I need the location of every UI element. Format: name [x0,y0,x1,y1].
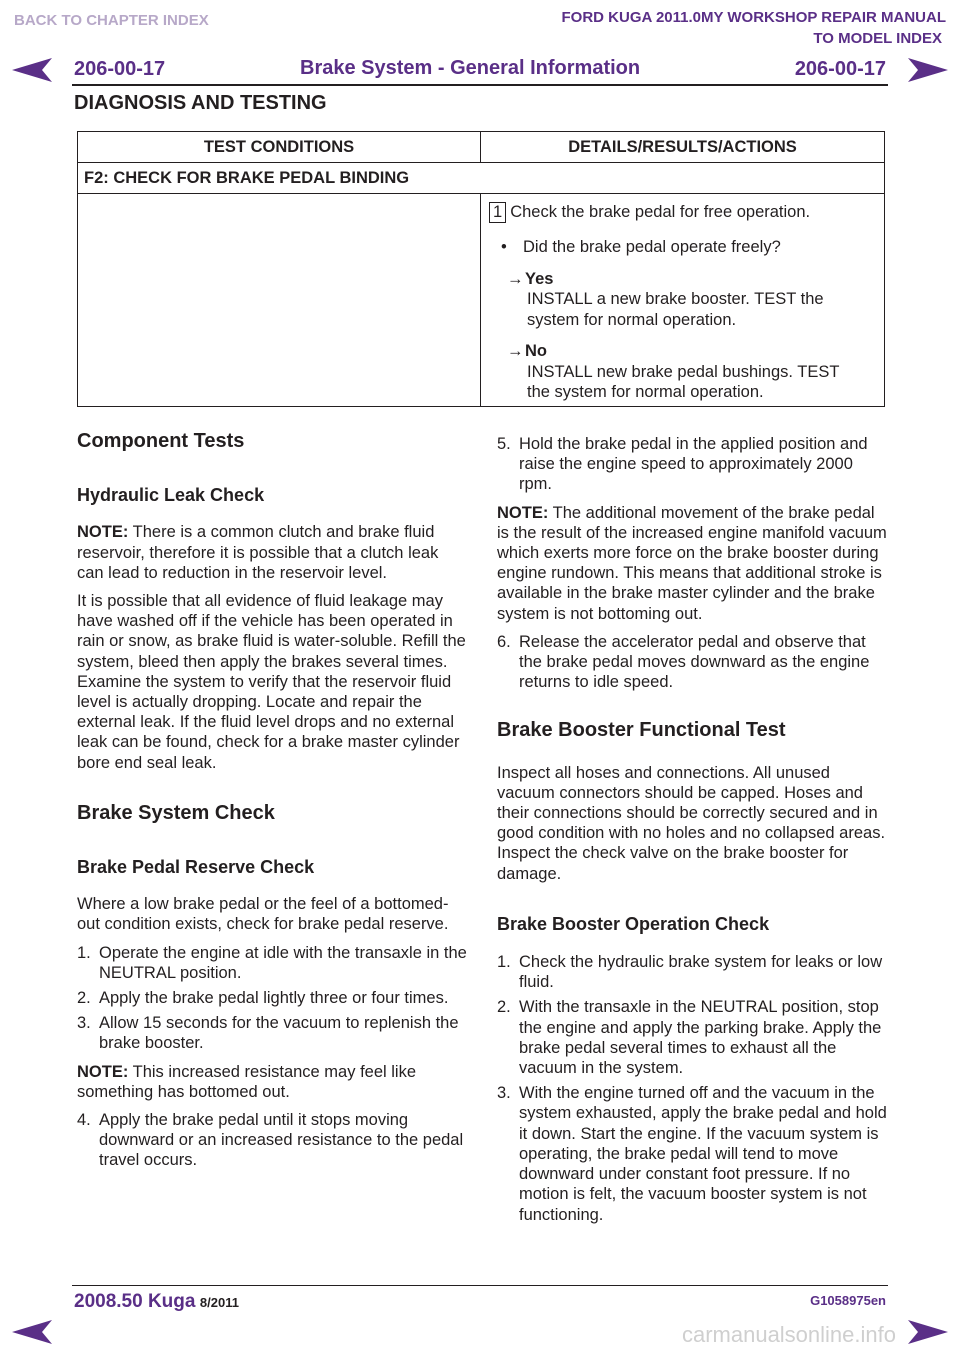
previous-page-arrow-icon[interactable] [12,1320,52,1344]
question [489,237,884,258]
note-clutch-reservoir [77,522,467,583]
section-title: DIAGNOSIS AND TESTING [74,92,327,114]
page-number-right: 206-00-17 [794,58,886,80]
next-page-arrow-icon[interactable] [908,1320,948,1344]
list-item [497,434,887,495]
step-text: With the transaxle in the NEUTRAL position, stop the engine and apply the parking brake. Apply the brake pedal several times to exhaust all the vacuum in the system. [519,998,882,1078]
step-text: With the engine turned off and the vacuum in the system exhausted, apply the brake pedal and hold it down. Start the engine. If the vacuum system is operating, the brake pedal will tend to move downward under constant foot pressure. If no motion is felt, the vacuum booster system is not functioning. [519,1084,887,1224]
step-number: 2. [497,998,511,1017]
list-item [77,1110,467,1171]
question-text: Did the brake pedal operate freely? [523,238,781,256]
to-model-index-link[interactable]: TO MODEL INDEX [813,30,942,47]
list-item [497,632,887,693]
right-column [497,434,887,1233]
page-number-left: 206-00-17 [74,58,166,80]
list-item [77,1013,467,1053]
right-arrow-icon: → [507,269,524,288]
step-text: Release the accelerator pedal and observe that the brake pedal moves downward as the engine returns to idle speed. [519,632,870,692]
note-additional-movement [497,503,887,624]
paragraph-inspect-hoses: Inspect all hoses and connections. All unused vacuum connectors should be capped. Hoses and their connections should be correctly secured and in good condition with no holes and no collapsed areas. Inspect the check valve on the brake booster for damage. [497,763,886,883]
footer-model-date [74,1291,239,1313]
footer-date: 8/2011 [199,1295,239,1310]
pedal-reserve-steps-right-2 [497,632,887,693]
no-label: No [525,342,547,360]
heading-hydraulic-leak-check: Hydraulic Leak Check [77,485,265,506]
back-to-chapter-index-link[interactable]: BACK TO CHAPTER INDEX [14,12,209,29]
column-header-details: DETAILS/RESULTS/ACTIONS [481,132,885,163]
yes-action-line-1: INSTALL a new brake booster. TEST the [527,290,824,308]
step-number: 4. [77,1111,91,1130]
list-item [77,943,467,983]
bullet-icon: • [501,238,507,256]
step-number: 3. [77,1014,91,1033]
step-text: Allow 15 seconds for the vacuum to replenish the brake booster. [99,1014,459,1053]
right-arrow-icon: → [507,342,524,360]
footer-model: 2008.50 Kuga [74,1291,196,1312]
heading-component-tests: Component Tests [77,430,245,452]
heading-booster-functional-test: Brake Booster Functional Test [497,719,786,742]
no-action-line-1: INSTALL new brake pedal bushings. TEST [527,362,840,381]
step-text: Hold the brake pedal in the applied position and raise the engine speed to approximately 2000 rpm. [519,435,868,494]
list-item [497,1083,887,1224]
column-header-test-conditions: TEST CONDITIONS [78,132,481,163]
step-number: 1. [77,943,91,962]
pedal-reserve-steps [77,943,467,1054]
step-text: Check the hydraulic brake system for leaks or low fluid. [519,953,883,992]
test-heading: F2: CHECK FOR BRAKE PEDAL BINDING [78,163,885,194]
step-number: 5. [497,435,511,453]
list-item [77,988,467,1008]
left-column [77,431,467,1179]
next-page-arrow-icon[interactable] [908,58,948,82]
step-number: 6. [497,632,511,651]
note-label: NOTE: [77,1062,129,1081]
no-action-line-2: the system for normal operation. [527,383,764,401]
paragraph-pedal-reserve: Where a low brake pedal or the feel of a bottomed-out condition exists, check for brake pedal reserve. [77,895,449,934]
watermark: carmanualsonline.info [681,1322,896,1347]
test-conditions-cell [78,194,481,407]
yes-label: Yes [525,269,554,288]
booster-operation-steps [497,952,887,1225]
step-text: Apply the brake pedal until it stops moving downward or an increased resistance to the pedal travel occurs. [99,1111,464,1170]
diagnostic-table [77,131,885,407]
list-item [497,997,887,1078]
note-text: There is a common clutch and brake fluid reservoir, therefore it is possible that a clutch leak can lead to reduction in the reservoir level. [77,523,439,582]
footer-rule [72,1285,888,1286]
step-text: Check the brake pedal for free operation. [510,203,811,221]
heading-pedal-reserve-check: Brake Pedal Reserve Check [77,857,315,878]
no-branch [489,341,884,403]
step-number: 2. [77,989,91,1008]
step-number: 1. [497,953,511,972]
manual-title: FORD KUGA 2011.0MY WORKSHOP REPAIR MANUAL [561,9,946,26]
list-item [497,952,887,992]
pedal-reserve-steps-right [497,434,887,495]
note-label: NOTE: [77,523,129,542]
note-text: This increased resistance may feel like something has bottomed out. [77,1062,417,1101]
details-cell [481,194,885,407]
footer-code: G1058975en [810,1293,886,1308]
heading-brake-system-check: Brake System Check [77,801,275,824]
pedal-reserve-steps-continued [77,1110,467,1171]
heading-booster-operation-check: Brake Booster Operation Check [497,913,770,934]
header-rule [72,84,888,86]
note-label: NOTE: [497,503,549,522]
note-bottomed-out [77,1062,467,1102]
yes-action-line-2: system for normal operation. [527,310,737,329]
step-1 [489,202,884,223]
step-number: 3. [497,1084,511,1103]
step-text: Apply the brake pedal lightly three or four times. [99,989,449,1008]
previous-page-arrow-icon[interactable] [12,58,52,82]
page-title: Brake System - General Information [300,57,641,79]
step-number-box: 1 [489,202,506,223]
yes-branch [489,269,884,331]
note-text: The additional movement of the brake pedal is the result of the increased engine manifold vacuum which exerts more force on the brake booster during engine rundown. This means that additional stroke is available in the brake master cylinder and the brake system is not bottoming out. [497,503,887,623]
step-text: Operate the engine at idle with the transaxle in the NEUTRAL position. [99,943,467,982]
paragraph-fluid-leakage: It is possible that all evidence of fluid leakage may have washed off if the vehicle has been operated in rain or snow, as brake fluid is water-soluble. Refill the system, bleed then apply the brakes several times. Examine the system to verify that the reservoir fluid level is actually dropping. Locate and repair the external leak. If the fluid level drops and no external leak can be found, check for a brake master cylinder bore end seal leak. [77,592,466,772]
